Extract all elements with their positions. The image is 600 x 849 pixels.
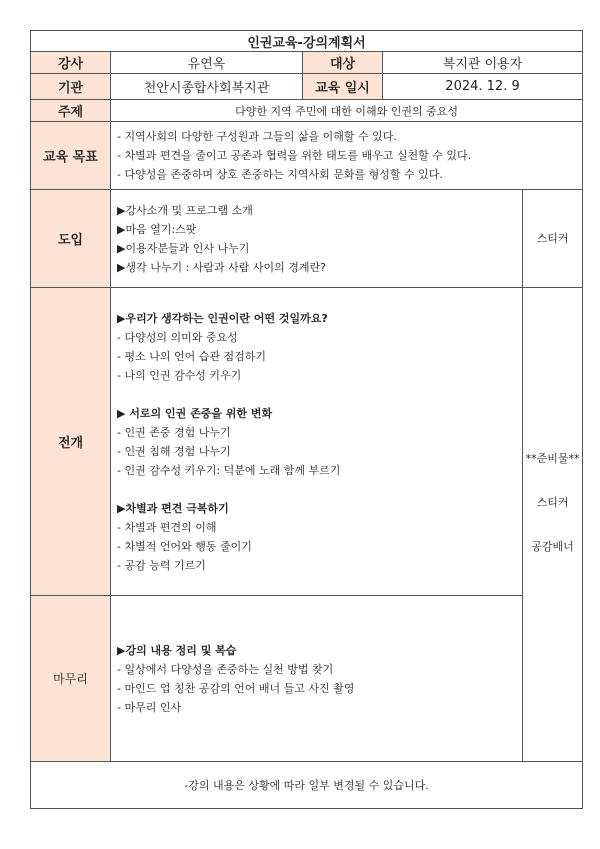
goal-item: - 차별과 편견을 줄이고 공존과 협력을 위한 태도를 배우고 실천할 수 있다. [117, 149, 472, 162]
development-label: 전개 [31, 288, 111, 596]
notice-text: -강의 내용은 상황에 따라 일부 변경될 수 있습니다. [31, 762, 583, 809]
materials-heading: **준비물** [525, 452, 580, 465]
dev-section-heading: ▶우리가 생각하는 인권이란 어떤 것일까요? [117, 311, 328, 325]
intro-item: ▶강사소개 및 프로그램 소개 [117, 203, 253, 217]
intro-item: ▶마음 열기:스팟 [117, 222, 197, 236]
topic-row [31, 100, 583, 122]
material-item: 공감배너 [531, 540, 574, 553]
goal-item: - 다양성을 존중하며 상호 존중하는 지역사회 문화를 형성할 수 있다. [117, 168, 443, 181]
intro-label: 도입 [31, 190, 111, 288]
dev-item: - 차별적 언어와 행동 줄이기 [117, 539, 252, 553]
intro-item: ▶이용자분들과 인사 나누기 [117, 241, 250, 255]
dev-item: - 차별과 편견의 이해 [117, 520, 217, 534]
closing-heading: ▶강의 내용 정리 및 복습 [117, 643, 237, 657]
lecture-plan-table [30, 30, 583, 809]
topic-label: 주제 [31, 100, 111, 122]
instructor-row [31, 52, 583, 74]
closing-row [31, 596, 583, 762]
dev-item: - 공감 능력 기르기 [117, 558, 206, 572]
dev-item: - 인권 침해 경험 나누기 [117, 444, 231, 458]
date-value: 2024. 12. 9 [383, 74, 583, 100]
topic-value: 다양한 지역 주민에 대한 이해와 인권의 중요성 [111, 100, 583, 122]
title-row [31, 31, 583, 52]
goals-list [111, 122, 583, 190]
closing-item: - 일상에서 다양성을 존중하는 실천 방법 찾기 [117, 662, 334, 676]
goals-label: 교육 목표 [31, 122, 111, 190]
intro-row [31, 190, 583, 288]
instructor-label: 강사 [31, 52, 111, 74]
institution-value: 천안시종합사회복지관 [111, 74, 303, 100]
institution-row [31, 74, 583, 100]
development-list [111, 288, 523, 596]
materials-cell [523, 288, 583, 762]
closing-list [111, 596, 523, 762]
goals-row [31, 122, 583, 190]
development-row [31, 288, 583, 596]
dev-item: - 인권 감수성 키우기: 덕분에 노래 함께 부르기 [117, 463, 341, 477]
instructor-value: 유연옥 [111, 52, 303, 74]
document-title: 인권교육-강의계획서 [31, 31, 583, 52]
dev-item: - 다양성의 의미와 중요성 [117, 330, 238, 344]
dev-item: - 인권 존중 경험 나누기 [117, 425, 231, 439]
closing-label: 마무리 [31, 596, 111, 762]
intro-item: ▶생각 나누기 : 사람과 사람 사이의 경계란? [117, 260, 326, 274]
intro-list [111, 190, 523, 288]
notice-row [31, 762, 583, 809]
target-value: 복지관 이용자 [383, 52, 583, 74]
dev-section-heading: ▶ 서로의 인권 존중을 위한 변화 [117, 406, 273, 420]
goal-item: - 지역사회의 다양한 구성원과 그들의 삶을 이해할 수 있다. [117, 130, 397, 143]
date-label: 교육 일시 [303, 74, 383, 100]
target-label: 대상 [303, 52, 383, 74]
dev-section-heading: ▶차별과 편견 극복하기 [117, 501, 229, 515]
intro-material: 스티커 [523, 190, 583, 288]
institution-label: 기관 [31, 74, 111, 100]
closing-item: - 마인드 업 칭찬 공감의 언어 배너 들고 사진 촬영 [117, 681, 355, 695]
dev-item: - 나의 인권 감수성 키우기 [117, 368, 242, 382]
closing-item: - 마무리 인사 [117, 700, 182, 714]
material-item: 스티커 [536, 496, 569, 509]
dev-item: - 평소 나의 언어 습관 점검하기 [117, 349, 266, 363]
